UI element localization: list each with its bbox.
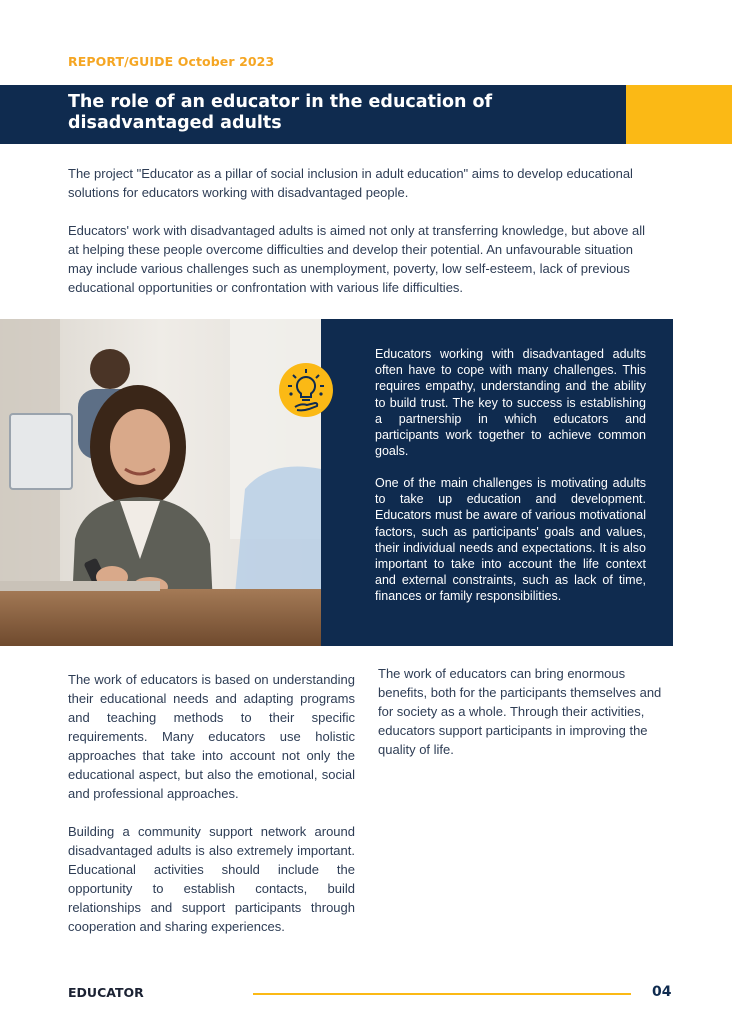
right-column-paragraph: The work of educators can bring enormous benefits, both for the participants themselves and for society as a whole. Through their activities, educators support participants in improving the quality of life. [378, 666, 662, 757]
left-column-paragraph: The work of educators is based on understanding their educational needs and adapting programs and teaching methods to their specific requirements. Many educators use holistic approaches that take into account not only the educational aspect, but also the emotional, social and professional approaches. [68, 672, 355, 801]
panel-paragraph: Educators working with disadvantaged adults often have to cope with many challenges. This requires empathy, understanding and the ability to build trust. The key to success is establishing a partnership in which educators and participants work together to achieve common goals. [375, 347, 646, 459]
intro-paragraph: Educators' work with disadvantaged adults is aimed not only at transferring knowledge, but above all at helping these people overcome difficulties and develop their potential. An unfavourable situation may include various challenges such as unemployment, poverty, low self-esteem, lack of previous educational opportunities or confrontation with various life difficulties. [68, 223, 645, 295]
footer-label: EDUCATOR [68, 985, 144, 1000]
left-column-paragraph: Building a community support network around disadvantaged adults is also extremely important. Educational activities should include the opportunity to establish contacts, build relationships and support participants through cooperation and sharing experiences. [68, 824, 355, 934]
title-accent-block [626, 85, 732, 144]
lightbulb-hand-icon [279, 363, 333, 417]
footer-divider [253, 993, 631, 995]
intro-paragraph: The project "Educator as a pillar of social inclusion in adult education" aims to develop educational solutions for educators working with disadvantaged people. [68, 166, 633, 200]
page-number: 04 [652, 984, 672, 1000]
educator-photo [0, 319, 321, 646]
report-kicker: REPORT/GUIDE October 2023 [68, 54, 275, 69]
page-title: The role of an educator in the education of disadvantaged adults [68, 92, 493, 133]
panel-paragraph: One of the main challenges is motivating adults to take up education and development. Educators must be aware of various motivational factors, such as participants' goals and values, their individual needs and expectations. It is also important to take into account the life context and external constraints, such as lack of time, finances or family responsibilities. [375, 476, 646, 604]
